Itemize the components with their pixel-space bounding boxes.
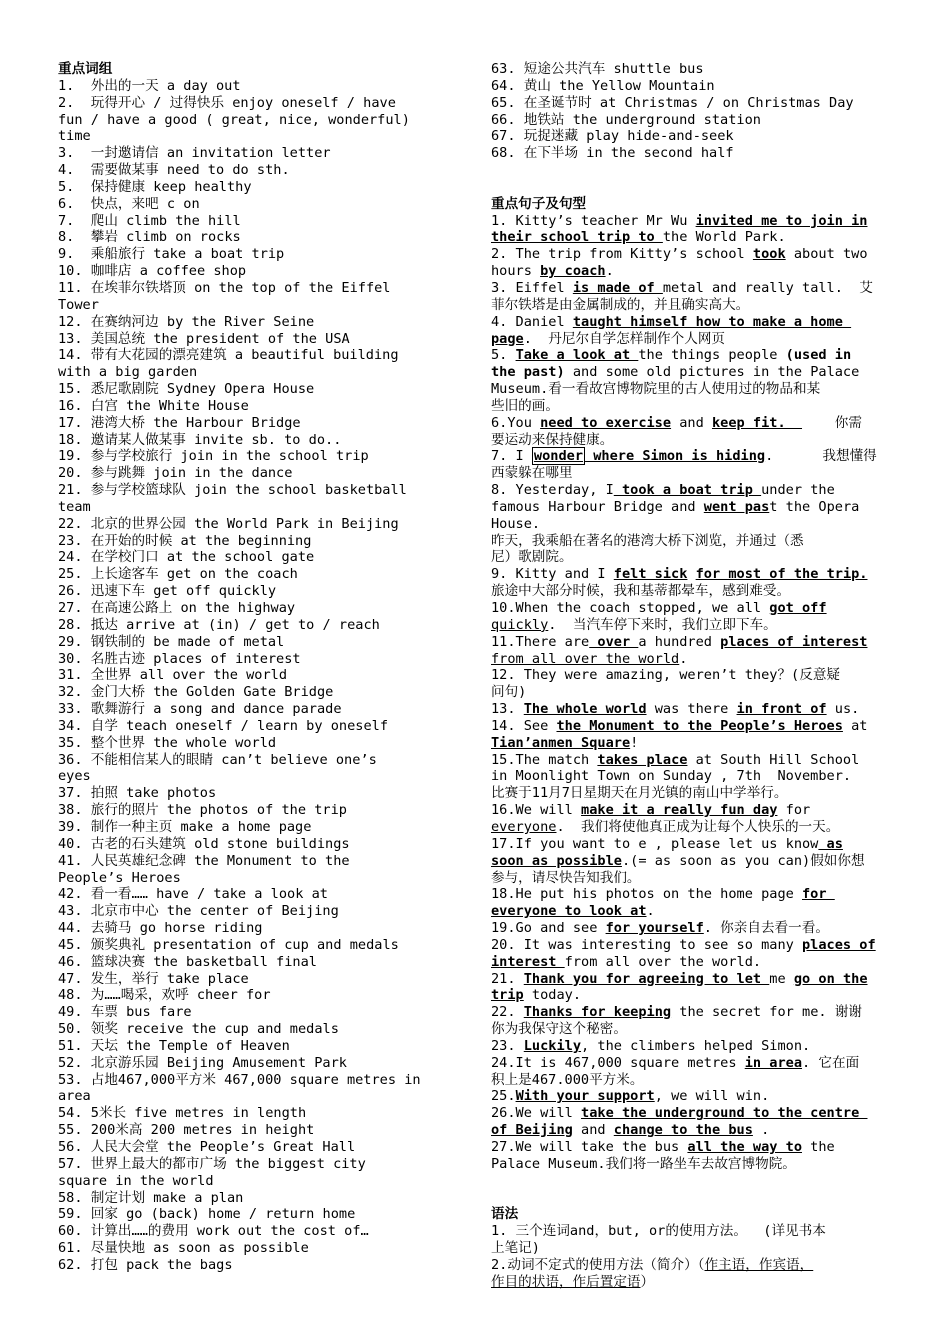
text: 5.: [491, 347, 516, 364]
translation: 菲尔铁塔是由金属制成的，并且确实高大。: [491, 296, 750, 313]
phrase-line: 25. 上长途客车 get on the coach: [58, 566, 298, 583]
phrase-line: 30. 名胜古迹 places of interest: [58, 650, 301, 667]
phrase-line: 36. 不能相信某人的眼睛 can’t believe one’s: [58, 751, 377, 768]
phrase-line: 51. 天坛 the Temple of Heaven: [58, 1037, 290, 1054]
key-phrase: took a boat trip: [613, 482, 762, 499]
sentence-11: [491, 634, 891, 668]
translation: Museum.看一看故宫博物院里的古人使用过的物品和某: [491, 381, 821, 398]
text: 15.The match: [491, 751, 598, 768]
phrase-line: with a big garden: [58, 364, 198, 381]
key-phrase: places of: [802, 936, 876, 953]
phrase-line: 22. 北京的世界公园 the World Park in Beijing: [58, 515, 399, 532]
key-phrase: for: [802, 886, 835, 903]
phrase-line: 10. 咖啡店 a coffee shop: [58, 263, 247, 280]
text: 12. They were amazing, weren’t they？(反意疑: [491, 667, 841, 684]
text: about two: [785, 246, 868, 263]
sentence-12: [491, 667, 891, 701]
sentence-13: [491, 701, 891, 718]
underlined-phrase: everyone: [491, 818, 557, 835]
key-phrase: Luckily: [523, 1037, 582, 1054]
key-phrase: went pas: [703, 498, 770, 515]
phrase-line: 26. 迅速下车 get off quickly: [58, 583, 277, 600]
phrase-line: 42. 看一看…… have / take a look at: [58, 886, 328, 903]
grammar-item-1: 1. 三个连词and，but, or的使用方法。 (详见书本: [491, 1223, 826, 1240]
text: 17.If you want to e , please let us know: [491, 835, 819, 852]
bold-phrase: (used in: [785, 347, 852, 364]
sentence-7: [491, 448, 891, 482]
text: the secret for me. 谢谢: [671, 1004, 862, 1021]
underlined-phrase: 作目的状语，作后置定语: [491, 1273, 641, 1290]
sentence-22: [491, 1004, 891, 1038]
underlined-phrase: 作主语，作宾语，: [704, 1256, 814, 1273]
phrase-line: 24. 在学校门口 at the school gate: [58, 549, 315, 566]
translation: 西蒙躲在哪里: [491, 465, 573, 482]
text: 11.There are: [491, 633, 590, 650]
key-phrase: where Simon is hiding: [585, 448, 766, 465]
phrase-line: 63. 短途公共汽车 shuttle bus: [491, 61, 704, 77]
text: today.: [523, 987, 582, 1004]
text: hours: [491, 263, 541, 280]
section-gap: [491, 162, 891, 196]
phrase-line: 27. 在高速公路上 on the highway: [58, 600, 296, 616]
translation: 你为我保守这个秘密。: [491, 1021, 627, 1038]
text: 8. Yesterday, I: [491, 482, 614, 499]
phrase-line: 12. 在赛纳河边 by the River Seine: [58, 313, 315, 330]
translation: 尼）歌剧院。: [491, 549, 573, 566]
phrase-line: Tower: [58, 296, 99, 313]
phrase-line: 37. 拍照 take photos: [58, 785, 217, 802]
text: was there: [646, 701, 737, 718]
text: the World Park.: [662, 229, 786, 246]
phrase-line: 55. 200米高 200 metres in height: [58, 1122, 315, 1139]
sentence-16: [491, 802, 891, 836]
text: 2.动词不定式的使用方法（简介）（: [491, 1256, 705, 1273]
key-phrase: as: [818, 835, 843, 852]
sentence-26: [491, 1105, 891, 1139]
text: 13.: [491, 701, 524, 718]
phrase-line: 33. 歌舞游行 a song and dance parade: [58, 701, 342, 718]
key-phrases-heading: 重点词组: [58, 61, 113, 77]
phrase-line: 48. 为……喝采，欢呼 cheer for: [58, 987, 271, 1004]
key-phrase: got off: [769, 600, 827, 616]
phrase-line: 34. 自学 teach oneself / learn by oneself: [58, 717, 389, 734]
key-phrase: for yourself: [605, 920, 704, 937]
translation: 昨天，我乘船在著名的港湾大桥下浏览，并通过（悉: [491, 532, 804, 549]
sentence-10: [491, 600, 891, 634]
key-phrase: take the underground to the centre: [581, 1105, 868, 1122]
text: a hundred: [638, 633, 721, 650]
bold-phrase: the past): [491, 364, 565, 381]
phrase-line: time: [58, 128, 91, 145]
sentence-15: [491, 752, 891, 803]
key-phrase: took: [752, 246, 786, 263]
sentence-4: [491, 314, 891, 348]
key-phrase: all the way to: [687, 1139, 802, 1155]
sentence-6: [491, 415, 891, 449]
text: me: [769, 970, 794, 987]
phrase-line: 2. 玩得开心 / 过得快乐 enjoy oneself / have: [58, 94, 396, 111]
key-phrase: page: [491, 330, 524, 347]
phrase-line: 14. 带有大花园的漂亮建筑 a beautiful building: [58, 347, 399, 364]
translation: . 当汽车停下来时，我们立即下车。: [548, 616, 777, 633]
phrase-line: 47. 发生，举行 take place: [58, 970, 249, 987]
grammar-item-2: [491, 1257, 891, 1274]
phrase-line: 52. 北京游乐园 Beijing Amusement Park: [58, 1054, 347, 1071]
key-phrase: takes place: [597, 751, 688, 768]
sentence-24: [491, 1055, 891, 1089]
sentence-21: [491, 971, 891, 1005]
phrase-line: 46. 篮球决赛 the basketball final: [58, 953, 317, 970]
key-phrase: Tian’anmen Square: [491, 734, 631, 751]
phrase-line: square in the world: [58, 1172, 214, 1189]
key-phrase: is made of: [572, 279, 663, 296]
sentence-3: [491, 280, 891, 314]
text: , the climbers helped Simon.: [581, 1037, 811, 1054]
translation: . 我们将使他真正成为让每个人快乐的一天。: [556, 818, 840, 835]
text: ）: [640, 1273, 655, 1290]
phrase-line: 9. 乘船旅行 take a boat trip: [58, 246, 285, 263]
key-phrase: by coach: [540, 263, 606, 280]
translation: 旅途中大部分时候，我和基蒂都晕车，感到难受。: [491, 583, 791, 600]
grammar-item-2-cont: [491, 1274, 891, 1291]
phrase-line: 60. 计算出……的费用 work out the cost of…: [58, 1223, 369, 1240]
phrase-line: People’s Heroes: [58, 869, 181, 886]
translation: 积上是467.000平方米。: [491, 1071, 644, 1088]
phrase-line: 68. 在下半场 in the second half: [491, 145, 734, 162]
text: the: [802, 1139, 835, 1155]
phrase-line: 58. 制定计划 make a plan: [58, 1189, 244, 1206]
sentence-8: [491, 482, 891, 566]
text: !: [630, 734, 639, 751]
phrase-line: 57. 世界上最大的都市广场 the biggest city: [58, 1155, 366, 1172]
key-phrase: in area: [744, 1054, 803, 1071]
phrase-line: 4. 需要做某事 need to do sth.: [58, 162, 290, 179]
phrase-line: 20. 参与跳舞 join in the dance: [58, 465, 293, 482]
key-phrase: their school trip to: [491, 229, 663, 246]
translation: . 它在面: [802, 1054, 860, 1071]
translation: 参与，请尽快告知我们。: [491, 869, 641, 886]
phrase-line: 56. 人民大会堂 the People’s Great Hall: [58, 1139, 356, 1155]
phrase-line: 39. 制作一种主页 make a home page: [58, 818, 312, 835]
text: 你需: [802, 414, 862, 431]
phrase-line: team: [58, 498, 91, 515]
phrase-line: 61. 尽量快地 as soon as possible: [58, 1240, 309, 1257]
text: and: [572, 1122, 614, 1139]
text: .(= as soon as you can)假如你想: [621, 852, 865, 869]
text: 24.It is 467,000 square metres: [491, 1054, 745, 1071]
phrase-line: 1. 外出的一天 a day out: [58, 77, 241, 94]
phrase-line: 11. 在埃菲尔铁塔顶 on the top of the Eiffel: [58, 279, 391, 296]
phrase-line: 40. 古老的石头建筑 old stone buildings: [58, 835, 350, 852]
text: , we will win.: [654, 1088, 770, 1105]
key-phrase: felt sick: [613, 566, 688, 583]
text: 10.When the coach stopped, we all: [491, 600, 770, 616]
translation: . 丹尼尔自学怎样制作个人网页: [523, 330, 726, 347]
text: 26.We will: [491, 1105, 582, 1122]
key-phrase: keep fit.: [711, 414, 803, 431]
phrase-line: 5. 保持健康 keep healthy: [58, 178, 252, 195]
underlined-phrase: quickly: [491, 616, 549, 633]
phrase-line: 31. 全世界 all over the world: [58, 667, 288, 684]
text: 14. See: [491, 717, 557, 734]
text: for: [777, 802, 811, 819]
text: at: [842, 717, 868, 734]
phrase-line: area: [58, 1088, 91, 1105]
text: 19.Go and see: [491, 920, 606, 937]
key-phrase: interest: [491, 953, 565, 970]
phrase-line: 17. 港湾大桥 the Harbour Bridge: [58, 414, 301, 431]
text: 7. I: [491, 448, 532, 465]
text: [687, 566, 695, 582]
key-phrase: With your support: [515, 1088, 655, 1105]
text: . 我想懂得: [765, 448, 877, 465]
translation: . 你亲自去看一看。: [703, 920, 829, 937]
sentence-17: [491, 836, 891, 887]
translation: Palace Museum.我们将一路坐车去故宫博物院。: [491, 1155, 796, 1172]
text: 18.He put his photos on the home page: [491, 886, 802, 903]
phrase-line: 41. 人民英雄纪念碑 the Monument to the: [58, 852, 350, 869]
text: 22.: [491, 1004, 524, 1021]
key-phrase: for most of the trip.: [695, 566, 868, 583]
text: 6.You: [491, 414, 541, 431]
key-phrase: soon as possible: [491, 852, 622, 869]
phrase-line: 29. 钢铁制的 be made of metal: [58, 633, 285, 650]
phrase-line: 16. 白宫 the White House: [58, 397, 249, 414]
text: famous Harbour Bridge and: [491, 498, 704, 515]
key-phrase: go on the: [793, 970, 868, 987]
right-column: [491, 61, 891, 1291]
text: 3. Eiffel: [491, 279, 573, 296]
sentence-23: [491, 1038, 891, 1055]
translation: 些旧的画。: [491, 397, 559, 414]
sentence-18: [491, 886, 891, 920]
phrase-line: 7. 爬山 climb the hill: [58, 212, 241, 229]
phrase-line: 15. 悉尼歌剧院 Sydney Opera House: [58, 381, 315, 398]
text: 20. It was interesting to see so many: [491, 936, 802, 953]
sentence-5: [491, 347, 891, 414]
phrase-line: 65. 在圣诞节时 at Christmas / on Christmas Day: [491, 94, 854, 111]
phrase-line: 35. 整个世界 the whole world: [58, 734, 277, 751]
phrase-line: 67. 玩捉迷藏 play hide-and-seek: [491, 128, 734, 145]
phrase-line: 18. 邀请某人做某事 invite sb. to do..: [58, 431, 342, 448]
phrase-line: 8. 攀岩 climb on rocks: [58, 229, 241, 246]
key-phrase: taught himself how to make a home: [572, 313, 852, 330]
phrase-line: 28. 抵达 arrive at (in) / get to / reach: [58, 616, 380, 633]
text: in Moonlight Town on Sunday , 7th November.: [491, 768, 852, 785]
text: 1. Kitty’s teacher Mr Wu: [491, 212, 696, 229]
phrase-line: 32. 金门大桥 the Golden Gate Bridge: [58, 684, 334, 701]
key-phrase: Thank you for agreeing to let: [523, 970, 770, 987]
phrase-line: 45. 颁奖典礼 presentation of cup and medals: [58, 936, 399, 953]
text: .: [679, 650, 688, 667]
key-phrase: need to exercise: [540, 414, 672, 431]
phrase-line: 66. 地铁站 the underground station: [491, 111, 761, 128]
key-phrase: Thanks for keeping: [523, 1004, 672, 1021]
text: 27.We will take the bus: [491, 1139, 688, 1155]
phrase-line: 13. 美国总统 the president of the USA: [58, 330, 350, 347]
boxed-word: wonder: [533, 448, 584, 465]
text: House.: [491, 515, 541, 532]
phrase-line: 50. 领奖 receive the cup and medals: [58, 1021, 339, 1038]
phrase-line: 38. 旅行的照片 the photos of the trip: [58, 802, 347, 819]
left-column: [58, 61, 461, 1274]
phrase-line: eyes: [58, 768, 91, 785]
key-phrase: Take a look at: [515, 347, 639, 364]
key-phrase: places of interest: [720, 633, 868, 650]
key-phrase: everyone to look at: [491, 903, 647, 920]
text: us.: [826, 701, 860, 718]
sentence-9: [491, 566, 891, 600]
phrase-line: fun / have a good ( great, nice, wonderful): [58, 111, 410, 128]
sentence-20: [491, 937, 891, 971]
key-phrase: of Beijing: [491, 1122, 573, 1139]
key-phrase: change to the bus: [613, 1122, 753, 1139]
sentence-14: [491, 718, 891, 752]
grammar-heading: 语法: [491, 1206, 519, 1223]
phrase-line: 21. 参与学校篮球队 join the school basketball: [58, 482, 407, 499]
text: from all over the world.: [564, 953, 762, 970]
grammar-item-1-cont: 上笔记): [491, 1240, 540, 1257]
phrase-line: 62. 打包 pack the bags: [58, 1256, 233, 1273]
text: under the: [761, 482, 835, 499]
phrase-line: 6. 快点，来吧 c on: [58, 195, 200, 212]
section-gap: [491, 1173, 891, 1207]
phrase-line: 3. 一封邀请信 an invitation letter: [58, 145, 331, 162]
text: and: [671, 414, 712, 431]
key-phrase: in front of: [736, 701, 827, 718]
phrase-list: [58, 78, 461, 1274]
sentence-1: [491, 213, 891, 247]
sentence-25: [491, 1088, 891, 1105]
phrase-line: 19. 参与学校旅行 join in the school trip: [58, 448, 369, 465]
text: 2. The trip from Kitty’s school: [491, 246, 753, 263]
key-phrase: over: [589, 633, 639, 650]
phrase-list-continued: [491, 61, 891, 162]
sentence-19: [491, 920, 891, 937]
phrase-line: 23. 在开始的时候 at the beginning: [58, 532, 312, 549]
text: and some old pictures in the Palace: [564, 364, 860, 381]
text: 4. Daniel: [491, 313, 573, 330]
phrase-line: 59. 回家 go (back) home / return home: [58, 1206, 356, 1223]
text: 21.: [491, 970, 524, 987]
key-phrase: make it a really fun day: [581, 802, 778, 819]
phrase-line: 64. 黄山 the Yellow Mountain: [491, 77, 715, 94]
text: the things people: [638, 347, 786, 364]
phrase-line: 43. 北京市中心 the center of Beijing: [58, 903, 339, 920]
text: 9. Kitty and I: [491, 566, 614, 583]
phrase-line: 53. 占地467,000平方米 467,000 square metres in: [58, 1071, 421, 1088]
text: 问句): [491, 684, 527, 701]
text: metal and really tall. 艾: [662, 279, 873, 296]
key-sentences-heading: 重点句子及句型: [491, 195, 587, 212]
phrase-line: 54. 5米长 five metres in length: [58, 1105, 307, 1122]
key-phrase: trip: [491, 987, 524, 1004]
text: 16.We will: [491, 802, 582, 819]
underlined-phrase: from all over the world: [491, 650, 680, 667]
key-phrase: The whole world: [523, 701, 647, 718]
phrase-line: 44. 去骑马 go horse riding: [58, 920, 263, 937]
text: .: [646, 903, 655, 920]
text: at South Hill School: [687, 751, 860, 768]
text: 25.: [491, 1088, 516, 1105]
text: .: [752, 1122, 770, 1139]
key-phrase: the Monument to the People’s Heroes: [556, 717, 843, 734]
translation: 要运动来保持健康。: [491, 431, 614, 448]
phrase-line: 49. 车票 bus fare: [58, 1004, 192, 1021]
text: .: [605, 263, 614, 280]
text: t the Opera: [769, 498, 860, 515]
translation: 比赛于11月7日星期天在月光镇的南山中学举行。: [491, 785, 788, 802]
sentence-2: [491, 246, 891, 280]
sentence-27: [491, 1139, 891, 1173]
key-phrase: invited me to join in: [695, 212, 868, 229]
text: 23.: [491, 1037, 524, 1054]
